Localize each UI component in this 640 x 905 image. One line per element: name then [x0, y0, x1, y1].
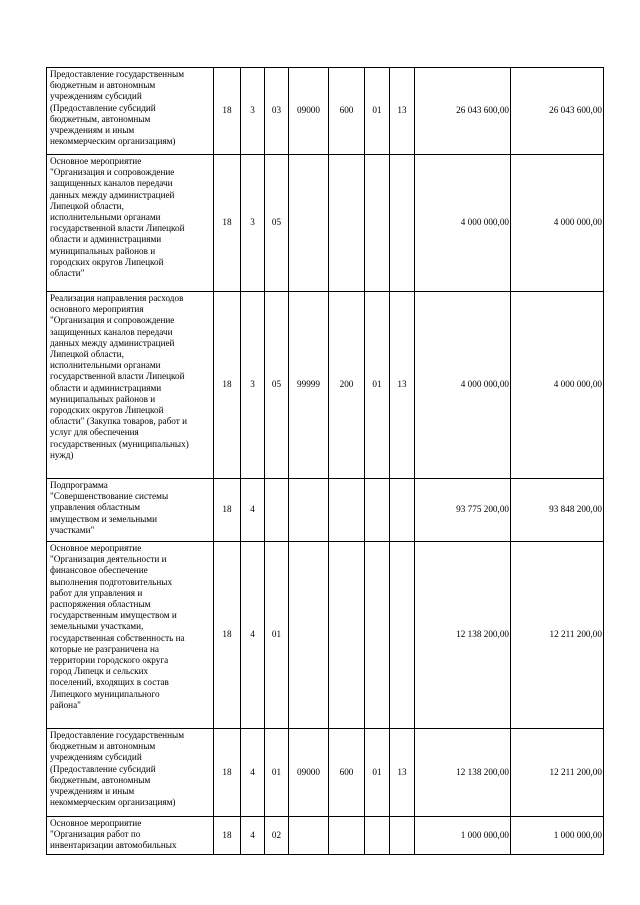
code-cell: 3	[241, 292, 265, 479]
code-cell	[289, 817, 329, 855]
row-name-cell: Реализация направления расходов основного мероприятия "Организация и сопровождение защищенных каналов передачи данных между администрацией Липецкой области, исполнительными органами государственной власти Липецкой области и администрациями муниципальных районов и городских округов Липецкой области" (Закупка товаров, работ и услуг для обеспечения государственных (муниципальных) нужд)	[47, 292, 214, 479]
code-cell: 18	[214, 479, 241, 542]
code-cell: 4	[241, 542, 265, 729]
code-cell: 18	[214, 729, 241, 817]
code-cell: 05	[265, 155, 289, 292]
amount-cell: 93 848 200,00	[511, 479, 604, 542]
amount-cell: 4 000 000,00	[415, 292, 511, 479]
table-row	[47, 479, 604, 542]
code-cell: 18	[214, 68, 241, 155]
table-row	[47, 817, 604, 855]
code-cell: 01	[365, 292, 390, 479]
table-row	[47, 155, 604, 292]
code-cell	[329, 479, 365, 542]
code-cell	[365, 155, 390, 292]
code-cell	[390, 817, 415, 855]
amount-cell: 4 000 000,00	[511, 155, 604, 292]
amount-cell: 93 775 200,00	[415, 479, 511, 542]
amount-cell: 1 000 000,00	[415, 817, 511, 855]
code-cell: 600	[329, 729, 365, 817]
row-name-cell: Предоставление государственным бюджетным и автономным учреждениям субсидий (Предоставление субсидий бюджетным, автономным учреждениям и иным некоммерческим организациям)	[47, 729, 214, 817]
row-name-cell: Основное мероприятие "Организация деятельности и финансовое обеспечение выполнения подготовительных работ для управления и распоряжения областным государственным имуществом и земельными участками, государственная собственность на которые не разграничена на территории городского округа город Липецк и сельских поселений, входящих в состав Липецкого муниципального района"	[47, 542, 214, 729]
code-cell: 13	[390, 68, 415, 155]
code-cell: 600	[329, 68, 365, 155]
code-cell: 01	[265, 542, 289, 729]
code-cell: 13	[390, 729, 415, 817]
amount-cell: 4 000 000,00	[415, 155, 511, 292]
code-cell	[289, 542, 329, 729]
code-cell: 18	[214, 817, 241, 855]
code-cell: 05	[265, 292, 289, 479]
code-cell: 01	[365, 729, 390, 817]
code-cell: 4	[241, 817, 265, 855]
amount-cell: 12 138 200,00	[415, 542, 511, 729]
code-cell	[265, 479, 289, 542]
code-cell	[390, 155, 415, 292]
code-cell	[329, 817, 365, 855]
code-cell	[329, 155, 365, 292]
code-cell: 200	[329, 292, 365, 479]
table-row	[47, 729, 604, 817]
code-cell: 03	[265, 68, 289, 155]
code-cell	[289, 479, 329, 542]
row-name-cell: Основное мероприятие "Организация и сопровождение защищенных каналов передачи данных между администрацией Липецкой области, исполнительными органами государственной власти Липецкой области и администрациями муниципальных районов и городских округов Липецкой области"	[47, 155, 214, 292]
code-cell: 09000	[289, 729, 329, 817]
code-cell	[365, 817, 390, 855]
amount-cell: 12 138 200,00	[415, 729, 511, 817]
code-cell: 01	[265, 729, 289, 817]
code-cell	[289, 155, 329, 292]
budget-table	[46, 67, 604, 855]
code-cell	[390, 542, 415, 729]
table-row	[47, 542, 604, 729]
code-cell	[390, 479, 415, 542]
amount-cell: 4 000 000,00	[511, 292, 604, 479]
code-cell: 4	[241, 479, 265, 542]
amount-cell: 26 043 600,00	[415, 68, 511, 155]
code-cell: 01	[365, 68, 390, 155]
table-row	[47, 292, 604, 479]
table-row	[47, 68, 604, 155]
code-cell: 3	[241, 155, 265, 292]
code-cell: 18	[214, 542, 241, 729]
code-cell	[365, 479, 390, 542]
code-cell: 99999	[289, 292, 329, 479]
row-name-cell: Подпрограмма "Совершенствование системы управления областным имуществом и земельными участками"	[47, 479, 214, 542]
code-cell	[365, 542, 390, 729]
row-name-cell: Основное мероприятие "Организация работ по инвентаризации автомобильных	[47, 817, 214, 855]
code-cell: 18	[214, 292, 241, 479]
code-cell: 4	[241, 729, 265, 817]
code-cell: 02	[265, 817, 289, 855]
code-cell: 18	[214, 155, 241, 292]
amount-cell: 12 211 200,00	[511, 542, 604, 729]
code-cell: 3	[241, 68, 265, 155]
row-name-cell: Предоставление государственным бюджетным и автономным учреждениям субсидий (Предоставление субсидий бюджетным, автономным учреждениям и иным некоммерческим организациям)	[47, 68, 214, 155]
amount-cell: 26 043 600,00	[511, 68, 604, 155]
amount-cell: 1 000 000,00	[511, 817, 604, 855]
amount-cell: 12 211 200,00	[511, 729, 604, 817]
code-cell: 09000	[289, 68, 329, 155]
code-cell	[329, 542, 365, 729]
code-cell: 13	[390, 292, 415, 479]
